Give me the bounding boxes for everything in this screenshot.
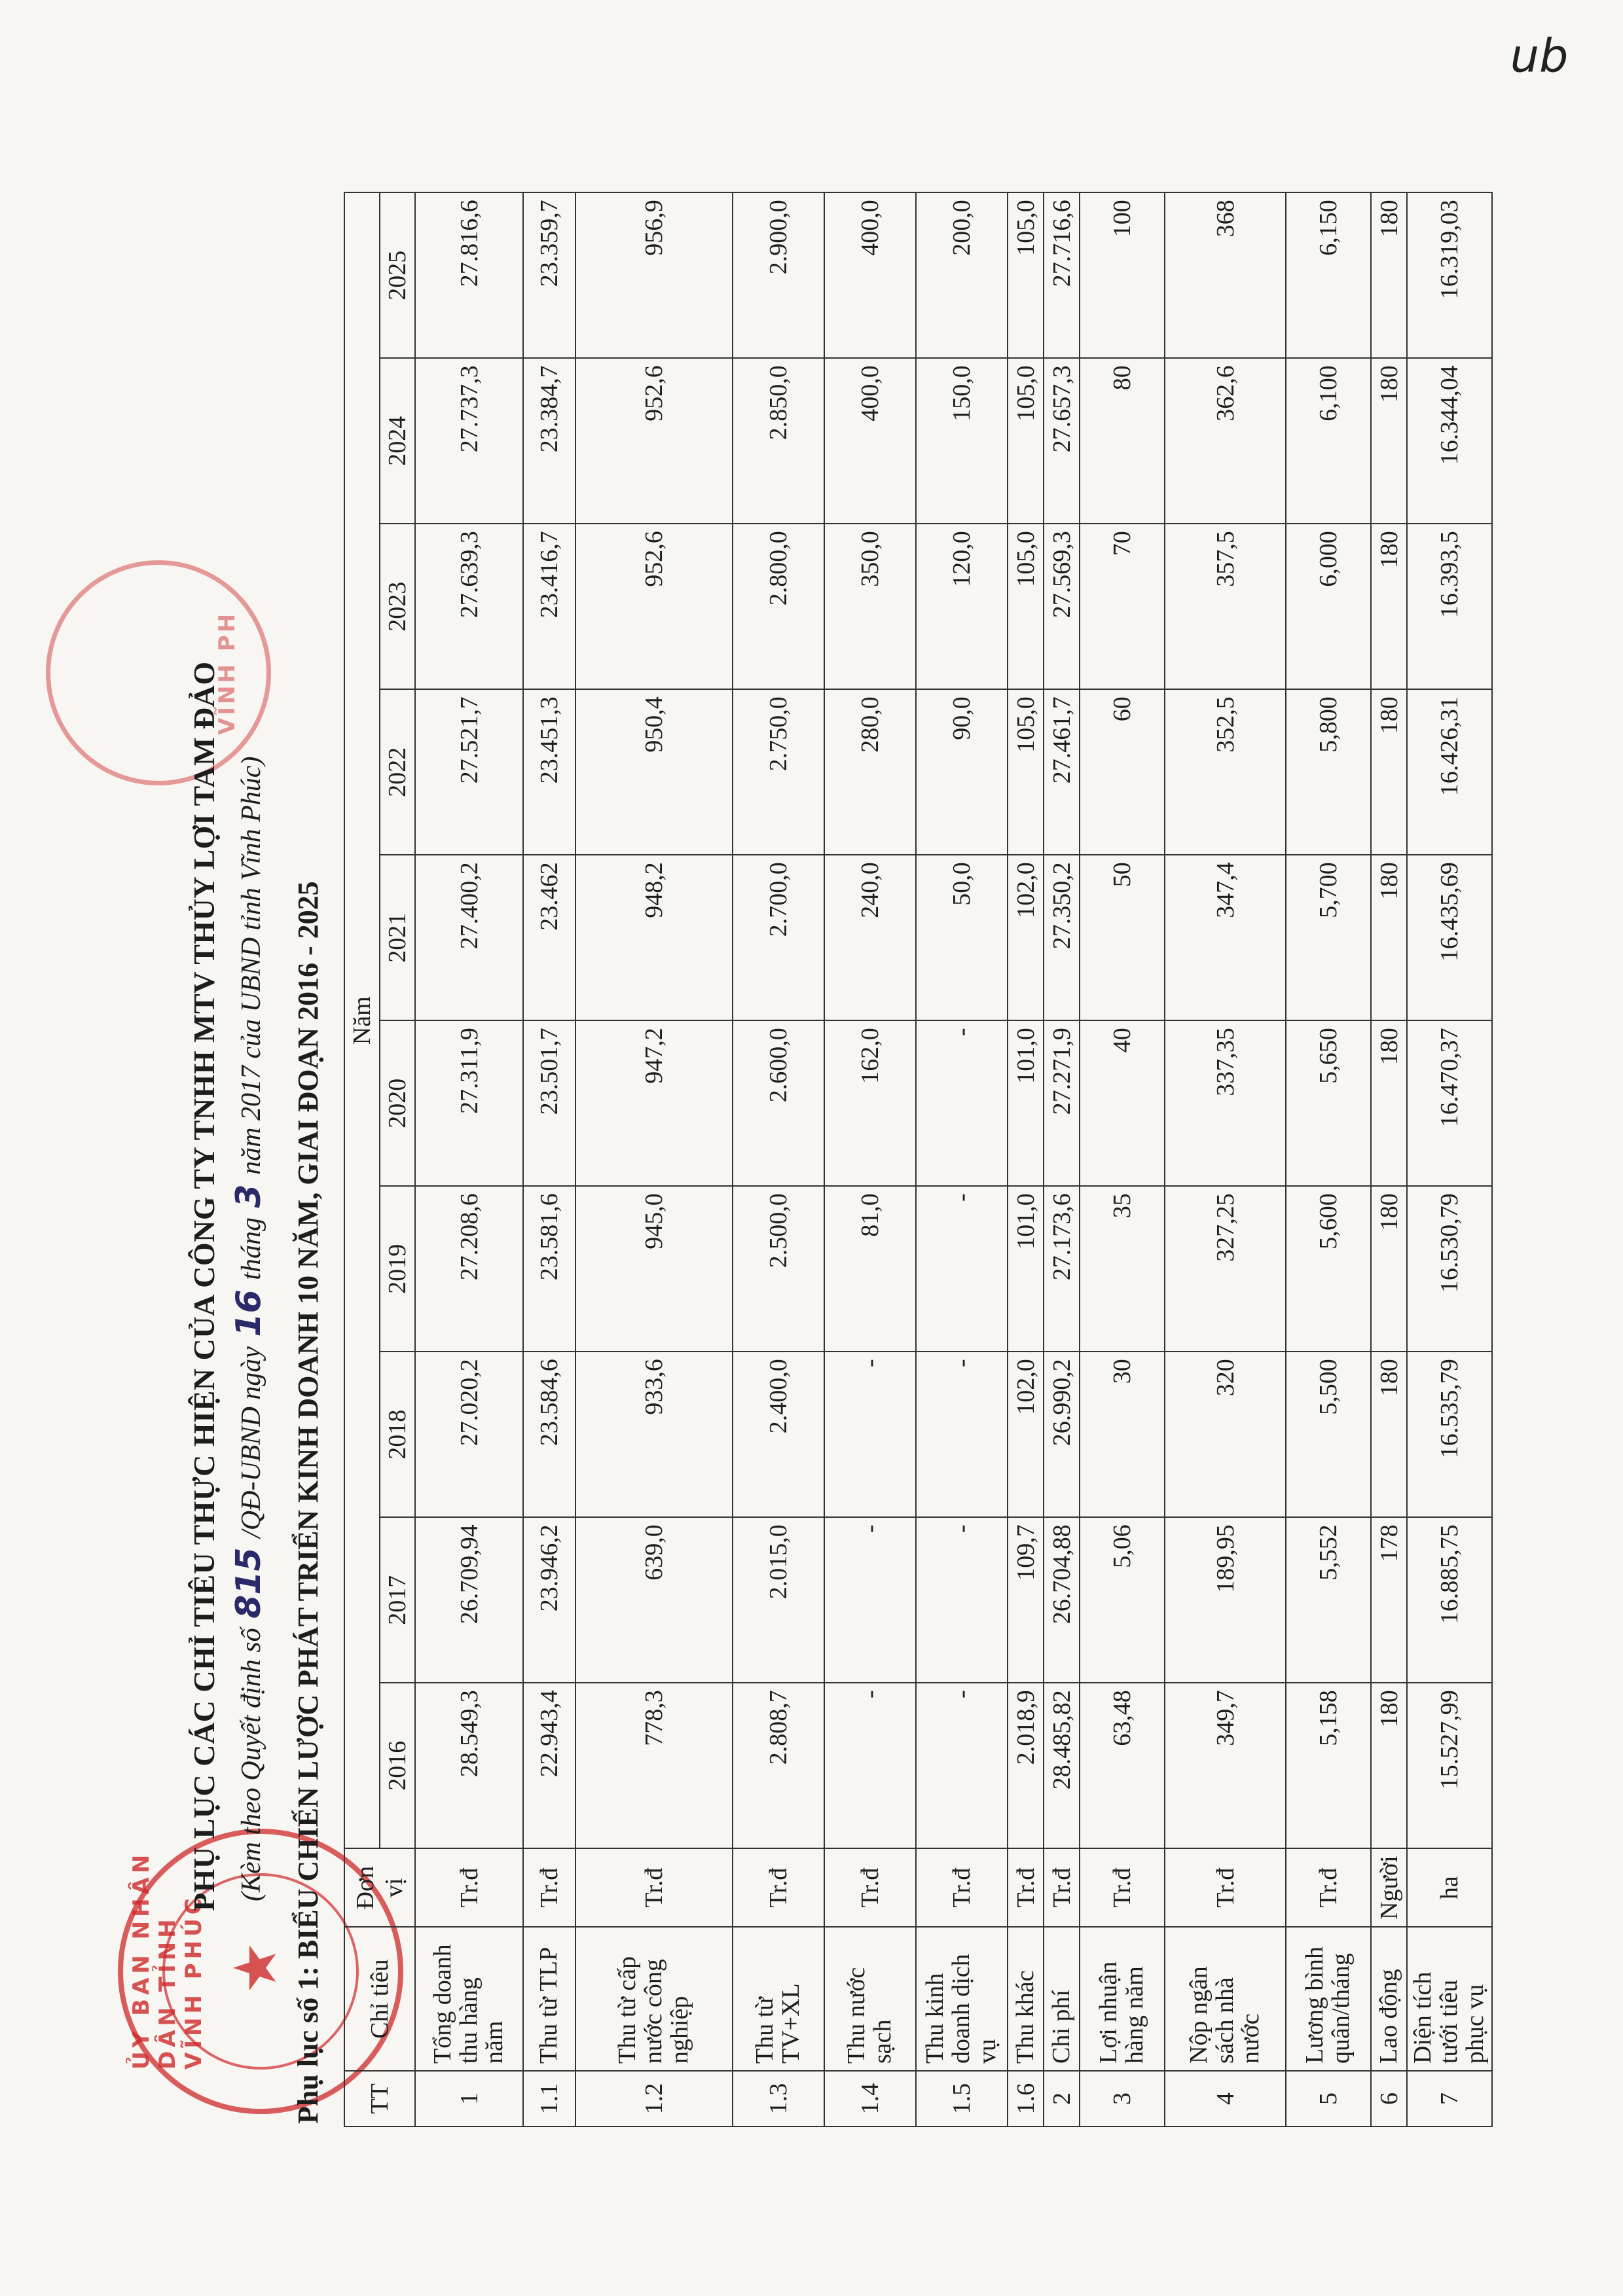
row-value: 933,6	[575, 1352, 733, 1517]
row-tt: 1.5	[916, 2071, 1008, 2126]
row-value: 2.750,0	[733, 689, 824, 855]
row-value: 23.462	[523, 855, 575, 1020]
row-tt: 3	[1080, 2071, 1165, 2126]
decision-number: 815	[229, 1547, 268, 1619]
row-value: 347,4	[1165, 855, 1286, 1020]
row-value: 28.485,82	[1044, 1683, 1080, 1848]
table-row	[1371, 192, 1407, 2126]
row-value: 337,35	[1165, 1020, 1286, 1186]
row-value: 27.639,3	[415, 524, 523, 689]
row-unit: Tr.đ	[916, 1848, 1008, 1927]
row-value: 2.018,9	[1008, 1683, 1044, 1848]
row-value: 2.400,0	[733, 1352, 824, 1517]
row-value: 30	[1080, 1352, 1165, 1517]
row-value: 16.470,37	[1407, 1020, 1492, 1186]
header-unit: Đơn vị	[344, 1848, 415, 1927]
row-indicator: Chi phí	[1044, 1927, 1080, 2071]
row-value: 23.359,7	[523, 192, 575, 358]
row-value: -	[916, 1186, 1008, 1352]
row-value: 778,3	[575, 1683, 733, 1848]
row-value: 956,9	[575, 192, 733, 358]
seal-text: ỦY BAN NHÂN DÂN TỈNH VĨNH PHÚC	[128, 1850, 207, 2070]
row-indicator: Thu từ TLP	[523, 1927, 575, 2071]
row-tt: 1	[415, 2071, 523, 2126]
row-value: 23.501,7	[523, 1020, 575, 1186]
business-strategy-table	[344, 192, 1493, 2127]
row-value: 27.271,9	[1044, 1020, 1080, 1186]
row-value: 180	[1371, 1186, 1407, 1352]
subtitle-mid2: tháng	[236, 1217, 266, 1280]
row-value: 101,0	[1008, 1186, 1044, 1352]
row-value: 109,7	[1008, 1517, 1044, 1683]
row-value: 2.600,0	[733, 1020, 824, 1186]
table-row	[523, 192, 575, 2126]
row-tt: 1.3	[733, 2071, 824, 2126]
row-value: 16.885,75	[1407, 1517, 1492, 1683]
row-unit: Tr.đ	[824, 1848, 916, 1927]
table-row	[824, 192, 916, 2126]
document-subtitle	[229, 0, 268, 1901]
header-year: 2025	[380, 192, 415, 358]
row-value: 2.700,0	[733, 855, 824, 1020]
row-value: 101,0	[1008, 1020, 1044, 1186]
row-indicator: Thu từ TV+XL	[733, 1927, 824, 2071]
row-value: 27.816,6	[415, 192, 523, 358]
row-value: 22.943,4	[523, 1683, 575, 1848]
row-value: 28.549,3	[415, 1683, 523, 1848]
row-value: 105,0	[1008, 689, 1044, 855]
header-indicator: Chỉ tiêu	[344, 1927, 415, 2071]
table-row	[1286, 192, 1371, 2126]
row-tt: 1.1	[523, 2071, 575, 2126]
row-value: 27.716,6	[1044, 192, 1080, 358]
row-value: 240,0	[824, 855, 916, 1020]
table-row	[1008, 192, 1044, 2126]
row-tt: 1.2	[575, 2071, 733, 2126]
table-row	[415, 192, 523, 2126]
row-value: 400,0	[824, 358, 916, 524]
table-body	[415, 192, 1492, 2126]
row-value: 327,25	[1165, 1186, 1286, 1352]
row-value: 5,158	[1286, 1683, 1371, 1848]
subtitle-prefix: (Kèm theo Quyết định số	[236, 1628, 266, 1901]
row-value: 947,2	[575, 1020, 733, 1186]
row-value: 23.581,6	[523, 1186, 575, 1352]
row-value: 27.350,2	[1044, 855, 1080, 1020]
row-value: 23.384,7	[523, 358, 575, 524]
row-indicator: Lao động	[1371, 1927, 1407, 2071]
table-row	[916, 192, 1008, 2126]
row-value: 27.400,2	[415, 855, 523, 1020]
decision-month: 3	[229, 1184, 268, 1208]
row-value: 5,600	[1286, 1186, 1371, 1352]
row-value: 50,0	[916, 855, 1008, 1020]
row-unit: Tr.đ	[1008, 1848, 1044, 1927]
row-value: 23.946,2	[523, 1517, 575, 1683]
row-value: 23.416,7	[523, 524, 575, 689]
row-value: 180	[1371, 689, 1407, 855]
row-value: 100	[1080, 192, 1165, 358]
row-value: 320	[1165, 1352, 1286, 1517]
row-tt: 1.4	[824, 2071, 916, 2126]
row-value: 950,4	[575, 689, 733, 855]
row-value: 2.500,0	[733, 1186, 824, 1352]
header-tt: TT	[344, 2071, 415, 2126]
row-value: 6,100	[1286, 358, 1371, 524]
row-value: 102,0	[1008, 1352, 1044, 1517]
row-value: 350,0	[824, 524, 916, 689]
row-tt: 6	[1371, 2071, 1407, 2126]
seal-partial-text: VĨNH PH	[214, 611, 240, 735]
row-value: 16.393,5	[1407, 524, 1492, 689]
rotated-document-page	[124, 0, 1569, 2127]
row-value: 26.990,2	[1044, 1352, 1080, 1517]
table-row	[1407, 192, 1492, 2126]
row-indicator: Diện tích tưới tiêu phục vụ	[1407, 1927, 1492, 2071]
row-value: 2.850,0	[733, 358, 824, 524]
row-value: 948,2	[575, 855, 733, 1020]
table-row	[575, 192, 733, 2126]
row-value: 150,0	[916, 358, 1008, 524]
signature-initial: ub	[1510, 29, 1569, 83]
row-indicator: Tổng doanh thu hàng năm	[415, 1927, 523, 2071]
row-value: 15.527,99	[1407, 1683, 1492, 1848]
row-value: 16.530,79	[1407, 1186, 1492, 1352]
row-value: 120,0	[916, 524, 1008, 689]
row-value: 362,6	[1165, 358, 1286, 524]
header-year: 2024	[380, 358, 415, 524]
row-indicator: Thu từ cấp nước công nghiệp	[575, 1927, 733, 2071]
table-row	[1165, 192, 1286, 2126]
decision-day: 16	[229, 1289, 268, 1337]
row-value: 27.208,6	[415, 1186, 523, 1352]
row-value: 16.344,04	[1407, 358, 1492, 524]
row-indicator: Thu khác	[1008, 1927, 1044, 2071]
row-value: 27.020,2	[415, 1352, 523, 1517]
header-year: 2016	[380, 1683, 415, 1848]
row-value: 5,650	[1286, 1020, 1371, 1186]
row-value: 16.535,79	[1407, 1352, 1492, 1517]
row-value: -	[824, 1352, 916, 1517]
table-row	[1044, 192, 1080, 2126]
row-value: 180	[1371, 524, 1407, 689]
row-value: 952,6	[575, 358, 733, 524]
header-year-group: Năm	[344, 192, 380, 1848]
row-value: 27.569,3	[1044, 524, 1080, 689]
row-value: -	[824, 1683, 916, 1848]
row-unit: Tr.đ	[575, 1848, 733, 1927]
row-value: 2.808,7	[733, 1683, 824, 1848]
row-unit: Tr.đ	[1044, 1848, 1080, 1927]
header-year: 2018	[380, 1352, 415, 1517]
row-value: 63,48	[1080, 1683, 1165, 1848]
row-value: -	[916, 1517, 1008, 1683]
row-value: 280,0	[824, 689, 916, 855]
row-value: 35	[1080, 1186, 1165, 1352]
row-value: 5,06	[1080, 1517, 1165, 1683]
header-year: 2020	[380, 1020, 415, 1186]
row-unit: Tr.đ	[523, 1848, 575, 1927]
row-value: 23.451,3	[523, 689, 575, 855]
row-value: 352,5	[1165, 689, 1286, 855]
row-value: 16.426,31	[1407, 689, 1492, 855]
row-unit: Tr.đ	[1286, 1848, 1371, 1927]
subtitle-mid1: /QĐ-UBND ngày	[236, 1346, 266, 1538]
seal-star-icon: ★	[221, 1941, 290, 1994]
row-value: 27.311,9	[415, 1020, 523, 1186]
row-unit: Tr.đ	[415, 1848, 523, 1927]
row-tt: 2	[1044, 2071, 1080, 2126]
row-value: 80	[1080, 358, 1165, 524]
row-value: 6,150	[1286, 192, 1371, 358]
header-year: 2023	[380, 524, 415, 689]
row-value: 27.737,3	[415, 358, 523, 524]
row-value: 180	[1371, 358, 1407, 524]
row-value: 40	[1080, 1020, 1165, 1186]
row-value: 16.435,69	[1407, 855, 1492, 1020]
row-value: 26.704,88	[1044, 1517, 1080, 1683]
row-value: 90,0	[916, 689, 1008, 855]
row-value: 105,0	[1008, 358, 1044, 524]
row-indicator: Nộp ngân sách nhà nước	[1165, 1927, 1286, 2071]
row-value: 349,7	[1165, 1683, 1286, 1848]
row-value: 180	[1371, 1352, 1407, 1517]
row-value: 81,0	[824, 1186, 916, 1352]
header-row-top	[344, 192, 380, 2126]
subtitle-suffix: năm 2017 của UBND tỉnh Vĩnh Phúc)	[236, 756, 266, 1175]
row-value: 27.657,3	[1044, 358, 1080, 524]
table-row	[1080, 192, 1165, 2126]
row-value: 50	[1080, 855, 1165, 1020]
row-value: 16.319,03	[1407, 192, 1492, 358]
row-value: 26.709,94	[415, 1517, 523, 1683]
row-unit: ha	[1407, 1848, 1492, 1927]
row-value: 180	[1371, 855, 1407, 1020]
row-indicator: Thu kinh doanh dịch vụ	[916, 1927, 1008, 2071]
row-value: 5,500	[1286, 1352, 1371, 1517]
row-value: -	[824, 1517, 916, 1683]
row-value: 2.015,0	[733, 1517, 824, 1683]
row-unit: Người	[1371, 1848, 1407, 1927]
row-value: 200,0	[916, 192, 1008, 358]
header-year: 2021	[380, 855, 415, 1020]
row-tt: 7	[1407, 2071, 1492, 2126]
header-year: 2019	[380, 1186, 415, 1352]
row-indicator: Lợi nhuận hàng năm	[1080, 1927, 1165, 2071]
row-value: 105,0	[1008, 192, 1044, 358]
header-year: 2017	[380, 1517, 415, 1683]
row-value: 189,95	[1165, 1517, 1286, 1683]
row-value: 105,0	[1008, 524, 1044, 689]
row-value: 357,5	[1165, 524, 1286, 689]
row-value: 400,0	[824, 192, 916, 358]
row-value: 6,000	[1286, 524, 1371, 689]
row-tt: 1.6	[1008, 2071, 1044, 2126]
row-tt: 5	[1286, 2071, 1371, 2126]
row-value: 945,0	[575, 1186, 733, 1352]
row-tt: 4	[1165, 2071, 1286, 2126]
row-value: 180	[1371, 192, 1407, 358]
row-value: 2.900,0	[733, 192, 824, 358]
row-value: 368	[1165, 192, 1286, 358]
row-value: 27.173,6	[1044, 1186, 1080, 1352]
row-value: 27.461,7	[1044, 689, 1080, 855]
row-value: 27.521,7	[415, 689, 523, 855]
row-value: 5,700	[1286, 855, 1371, 1020]
row-value: 60	[1080, 689, 1165, 855]
row-indicator: Thu nước sạch	[824, 1927, 916, 2071]
header-year: 2022	[380, 689, 415, 855]
row-value: -	[916, 1683, 1008, 1848]
table-row	[733, 192, 824, 2126]
row-value: -	[916, 1020, 1008, 1186]
row-value: 180	[1371, 1683, 1407, 1848]
row-value: 2.800,0	[733, 524, 824, 689]
row-unit: Tr.đ	[733, 1848, 824, 1927]
document-title: PHỤ LỤC CÁC CHỈ TIÊU THỰC HIỆN CỦA CÔNG TY TNHH MTV THỦY LỢI TAM ĐẢO	[187, 661, 221, 1911]
row-value: 5,800	[1286, 689, 1371, 855]
row-value: 180	[1371, 1020, 1407, 1186]
row-value: 5,552	[1286, 1517, 1371, 1683]
row-unit: Tr.đ	[1080, 1848, 1165, 1927]
row-value: 162,0	[824, 1020, 916, 1186]
row-unit: Tr.đ	[1165, 1848, 1286, 1927]
row-indicator: Lương bình quân/tháng	[1286, 1927, 1371, 2071]
row-value: 178	[1371, 1517, 1407, 1683]
row-value: 70	[1080, 524, 1165, 689]
appendix-heading: Phụ lục số 1: BIỂU CHIẾN LƯỢC PHÁT TRIỂN KINH DOANH 10 NĂM, GIAI ĐOẠN 2016 - 2025	[292, 881, 324, 2124]
header-row-years	[380, 192, 415, 2126]
row-value: -	[916, 1352, 1008, 1517]
row-value: 639,0	[575, 1517, 733, 1683]
row-value: 952,6	[575, 524, 733, 689]
row-value: 23.584,6	[523, 1352, 575, 1517]
row-value: 102,0	[1008, 855, 1044, 1020]
